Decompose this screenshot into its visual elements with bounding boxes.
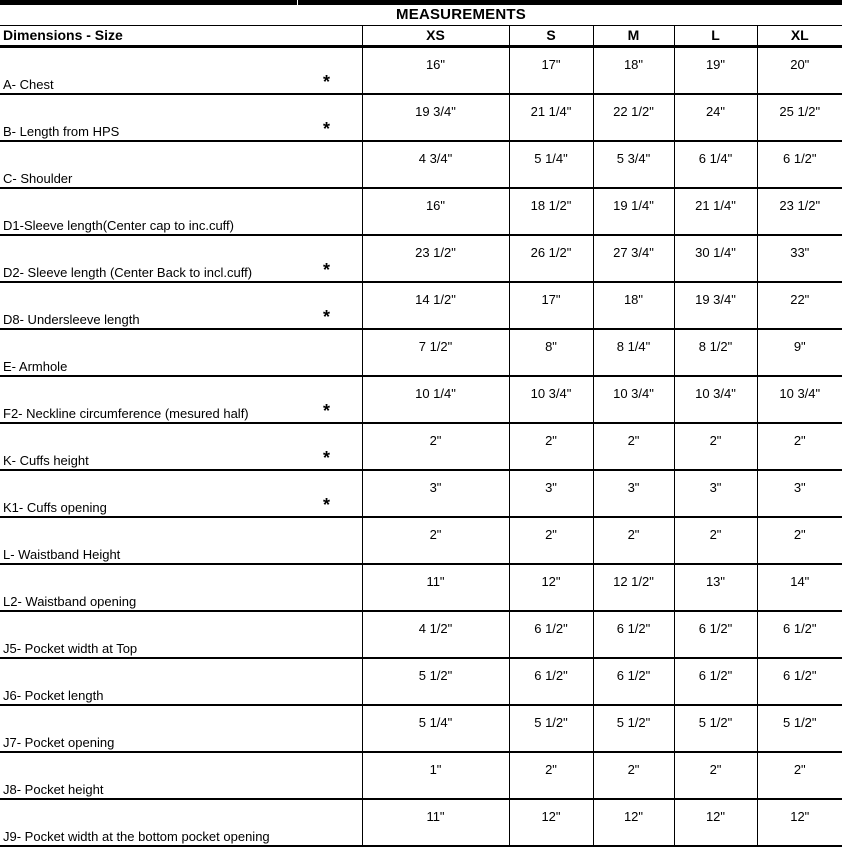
measurement-value: 8 1/2"	[698, 339, 733, 354]
measurement-cell	[757, 799, 842, 846]
measurement-value: 12"	[541, 574, 561, 589]
measurement-value: 19 3/4"	[695, 292, 736, 307]
key-dimension-marker	[323, 141, 362, 188]
measurement-value: 23 1/2"	[779, 198, 821, 213]
measurement-cell	[757, 423, 842, 470]
dimensions-size-header: Dimensions - Size	[0, 26, 362, 47]
measurement-value: 5 1/2"	[783, 715, 817, 730]
measurement-value: 12"	[790, 809, 810, 824]
measurement-value: 22"	[790, 292, 810, 307]
measurement-cell	[362, 235, 509, 282]
table-row	[0, 282, 842, 329]
measurement-cell	[674, 799, 757, 846]
measurement-value: 12 1/2"	[613, 574, 654, 589]
measurement-cell	[362, 752, 509, 799]
measurement-value: 21 1/4"	[695, 198, 736, 213]
measurement-value: 27 3/4"	[613, 245, 654, 260]
measurement-cell	[757, 705, 842, 752]
table-row	[0, 329, 842, 376]
measurement-value: 2"	[709, 433, 722, 448]
measurement-value: 2"	[627, 433, 640, 448]
measurement-cell	[362, 282, 509, 329]
measurement-value: 3"	[627, 480, 640, 495]
measurement-value: 5 1/2"	[418, 668, 453, 683]
measurement-value: 14 1/2"	[415, 292, 456, 307]
measurements-table	[0, 5, 842, 847]
measurement-value: 10 3/4"	[779, 386, 821, 401]
measurement-cell	[509, 141, 593, 188]
measurement-cell	[509, 282, 593, 329]
measurement-cell	[362, 470, 509, 517]
measurement-cell	[674, 517, 757, 564]
table-row	[0, 94, 842, 141]
table-row	[0, 517, 842, 564]
measurement-value: 6 1/2"	[534, 668, 568, 683]
measurement-cell	[509, 329, 593, 376]
key-dimension-marker	[323, 611, 362, 658]
measurement-value: 19 1/4"	[613, 198, 654, 213]
key-dimension-marker: *	[323, 47, 362, 95]
measurement-cell	[674, 470, 757, 517]
measurement-cell	[674, 376, 757, 423]
measurement-value: 5 1/2"	[616, 715, 651, 730]
measurement-cell	[593, 423, 674, 470]
key-dimension-marker: *	[323, 423, 362, 470]
dimension-label: J5- Pocket width at Top	[0, 611, 323, 658]
measurement-value: 6 1/2"	[534, 621, 568, 636]
dimension-label: F2- Neckline circumference (mesured half)	[0, 376, 323, 423]
measurement-cell	[674, 282, 757, 329]
measurement-cell	[509, 94, 593, 141]
measurement-value: 7 1/2"	[418, 339, 453, 354]
measurement-cell	[509, 564, 593, 611]
measurement-value: 14"	[790, 574, 810, 589]
measurement-cell	[757, 235, 842, 282]
measurement-cell	[509, 658, 593, 705]
measurement-value: 18 1/2"	[530, 198, 572, 213]
measurement-value: 26 1/2"	[530, 245, 572, 260]
measurement-cell	[593, 141, 674, 188]
measurement-value: 16"	[425, 57, 446, 72]
size-header-s: S	[509, 26, 593, 47]
measurement-value: 19 3/4"	[415, 104, 456, 119]
measurement-value: 3"	[429, 480, 442, 495]
measurement-value: 5 1/2"	[534, 715, 568, 730]
measurement-cell	[593, 799, 674, 846]
measurement-value: 6 1/2"	[783, 151, 817, 166]
measurement-value: 6 1/2"	[783, 668, 817, 683]
measurement-cell	[674, 235, 757, 282]
key-dimension-marker: *	[323, 94, 362, 141]
table-row	[0, 47, 842, 95]
dimension-label: J9- Pocket width at the bottom pocket opening	[0, 799, 323, 846]
measurement-value: 6 1/2"	[616, 668, 651, 683]
measurement-value: 2"	[627, 762, 640, 777]
measurement-cell	[362, 188, 509, 235]
table-row	[0, 564, 842, 611]
measurement-cell	[757, 329, 842, 376]
measurement-value: 10 1/4"	[415, 386, 456, 401]
size-header-m: M	[593, 26, 674, 47]
measurement-cell	[593, 564, 674, 611]
table-row	[0, 235, 842, 282]
key-dimension-marker	[323, 752, 362, 799]
measurement-cell	[593, 470, 674, 517]
measurement-cell	[509, 376, 593, 423]
measurement-value: 2"	[709, 762, 722, 777]
measurement-cell	[757, 141, 842, 188]
measurement-cell	[757, 611, 842, 658]
measurement-value: 21 1/4"	[530, 104, 572, 119]
measurement-value: 8"	[545, 339, 557, 354]
table-row	[0, 470, 842, 517]
key-dimension-marker	[323, 517, 362, 564]
measurement-value: 30 1/4"	[695, 245, 736, 260]
page-title: MEASUREMENTS	[0, 5, 842, 26]
measurement-value: 2"	[793, 762, 806, 777]
measurement-value: 5 1/4"	[534, 151, 568, 166]
dimension-label: J8- Pocket height	[0, 752, 323, 799]
measurement-cell	[674, 329, 757, 376]
measurement-cell	[593, 376, 674, 423]
measurement-value: 8 1/4"	[616, 339, 651, 354]
dimension-label: K- Cuffs height	[0, 423, 323, 470]
measurement-cell	[362, 376, 509, 423]
measurement-value: 17"	[541, 292, 561, 307]
measurement-value: 2"	[545, 762, 557, 777]
measurement-value: 5 1/4"	[418, 715, 453, 730]
measurement-cell	[362, 658, 509, 705]
measurement-cell	[509, 517, 593, 564]
key-dimension-marker: *	[323, 376, 362, 423]
measurement-cell	[757, 658, 842, 705]
key-dimension-marker	[323, 188, 362, 235]
measurement-cell	[757, 517, 842, 564]
measurement-value: 10 3/4"	[530, 386, 572, 401]
title-row	[0, 5, 842, 26]
header-row	[0, 26, 842, 47]
measurement-value: 2"	[429, 433, 442, 448]
measurement-cell	[593, 188, 674, 235]
measurement-value: 23 1/2"	[415, 245, 456, 260]
key-dimension-marker	[323, 705, 362, 752]
measurement-value: 5 3/4"	[616, 151, 651, 166]
dimension-label: C- Shoulder	[0, 141, 323, 188]
measurement-value: 2"	[545, 527, 557, 542]
dimension-label: J6- Pocket length	[0, 658, 323, 705]
dimension-label: D2- Sleeve length (Center Back to incl.cuff)	[0, 235, 323, 282]
measurement-cell	[757, 752, 842, 799]
measurement-cell	[593, 658, 674, 705]
table-row	[0, 611, 842, 658]
dimension-label: D1-Sleeve length(Center cap to inc.cuff)	[0, 188, 323, 235]
measurement-cell	[757, 470, 842, 517]
dimension-label: L- Waistband Height	[0, 517, 323, 564]
key-dimension-marker	[323, 799, 362, 846]
measurement-cell	[593, 94, 674, 141]
measurement-cell	[593, 517, 674, 564]
measurements-body	[0, 5, 842, 846]
measurement-value: 2"	[545, 433, 557, 448]
measurement-value: 12"	[705, 809, 726, 824]
measurement-cell	[757, 47, 842, 95]
measurement-cell	[674, 94, 757, 141]
measurement-cell	[674, 564, 757, 611]
measurement-cell	[674, 188, 757, 235]
measurement-cell	[757, 188, 842, 235]
measurement-value: 9"	[793, 339, 806, 354]
measurement-value: 3"	[793, 480, 806, 495]
measurement-cell	[593, 47, 674, 95]
key-dimension-marker	[323, 658, 362, 705]
dimension-label: B- Length from HPS	[0, 94, 323, 141]
measurement-cell	[362, 47, 509, 95]
measurement-value: 18"	[623, 57, 644, 72]
table-row	[0, 799, 842, 846]
table-row	[0, 376, 842, 423]
measurement-value: 12"	[541, 809, 561, 824]
table-row	[0, 752, 842, 799]
measurement-value: 4 1/2"	[418, 621, 453, 636]
measurement-cell	[362, 94, 509, 141]
measurement-value: 6 1/2"	[698, 621, 733, 636]
measurement-value: 6 1/2"	[698, 668, 733, 683]
measurement-value: 2"	[793, 433, 806, 448]
measurement-cell	[674, 141, 757, 188]
measurement-value: 2"	[627, 527, 640, 542]
dimension-label: E- Armhole	[0, 329, 323, 376]
measurement-value: 3"	[545, 480, 557, 495]
measurement-value: 6 1/2"	[616, 621, 651, 636]
table-row	[0, 141, 842, 188]
measurement-value: 11"	[426, 809, 445, 824]
measurement-cell	[757, 376, 842, 423]
measurement-cell	[593, 752, 674, 799]
measurement-value: 3"	[709, 480, 722, 495]
measurement-value: 10 3/4"	[613, 386, 654, 401]
measurement-value: 13"	[705, 574, 726, 589]
measurement-cell	[509, 470, 593, 517]
measurement-value: 18"	[623, 292, 644, 307]
measurement-cell	[362, 141, 509, 188]
table-row	[0, 658, 842, 705]
measurement-cell	[362, 329, 509, 376]
measurement-value: 10 3/4"	[695, 386, 736, 401]
measurement-cell	[593, 705, 674, 752]
measurement-cell	[362, 517, 509, 564]
measurement-value: 12"	[623, 809, 644, 824]
size-header-xs: XS	[362, 26, 509, 47]
key-dimension-marker: *	[323, 235, 362, 282]
measurement-cell	[593, 329, 674, 376]
measurement-value: 17"	[541, 57, 561, 72]
measurement-cell	[509, 705, 593, 752]
measurement-cell	[674, 423, 757, 470]
measurement-value: 19"	[705, 57, 726, 72]
measurement-value: 2"	[429, 527, 442, 542]
measurement-value: 6 1/4"	[698, 151, 733, 166]
measurement-cell	[362, 564, 509, 611]
measurement-value: 11"	[426, 574, 445, 589]
dimension-label: A- Chest	[0, 47, 323, 95]
key-dimension-marker	[323, 329, 362, 376]
measurement-cell	[509, 47, 593, 95]
measurement-value: 24"	[705, 104, 726, 119]
dimension-label: D8- Undersleeve length	[0, 282, 323, 329]
measurement-value: 16"	[425, 198, 446, 213]
measurement-value: 33"	[790, 245, 810, 260]
dimension-label: L2- Waistband opening	[0, 564, 323, 611]
measurement-cell	[362, 705, 509, 752]
measurement-cell	[674, 658, 757, 705]
measurement-cell	[757, 564, 842, 611]
measurement-cell	[509, 611, 593, 658]
measurement-cell	[593, 235, 674, 282]
measurement-cell	[362, 423, 509, 470]
dimension-label: J7- Pocket opening	[0, 705, 323, 752]
key-dimension-marker: *	[323, 282, 362, 329]
measurement-cell	[509, 752, 593, 799]
measurement-cell	[674, 47, 757, 95]
measurement-cell	[757, 94, 842, 141]
measurement-cell	[593, 611, 674, 658]
measurement-cell	[509, 188, 593, 235]
measurement-cell	[509, 799, 593, 846]
measurement-cell	[593, 282, 674, 329]
size-header-xl: XL	[757, 26, 842, 47]
key-dimension-marker	[323, 564, 362, 611]
measurement-value: 20"	[790, 57, 810, 72]
measurement-cell	[362, 611, 509, 658]
measurement-cell	[674, 752, 757, 799]
table-row	[0, 423, 842, 470]
measurement-cell	[509, 235, 593, 282]
measurement-value: 6 1/2"	[783, 621, 817, 636]
size-header-l: L	[674, 26, 757, 47]
measurement-cell	[509, 423, 593, 470]
measurement-cell	[362, 799, 509, 846]
table-row	[0, 705, 842, 752]
measurement-value: 22 1/2"	[613, 104, 654, 119]
measurement-value: 2"	[709, 527, 722, 542]
table-row	[0, 188, 842, 235]
measurement-cell	[757, 282, 842, 329]
key-dimension-marker: *	[323, 470, 362, 517]
measurement-value: 1"	[429, 762, 442, 777]
measurement-value: 5 1/2"	[698, 715, 733, 730]
measurement-cell	[674, 611, 757, 658]
dimension-label: K1- Cuffs opening	[0, 470, 323, 517]
measurement-value: 4 3/4"	[418, 151, 453, 166]
measurement-value: 25 1/2"	[779, 104, 821, 119]
measurement-cell	[674, 705, 757, 752]
measurement-value: 2"	[793, 527, 806, 542]
